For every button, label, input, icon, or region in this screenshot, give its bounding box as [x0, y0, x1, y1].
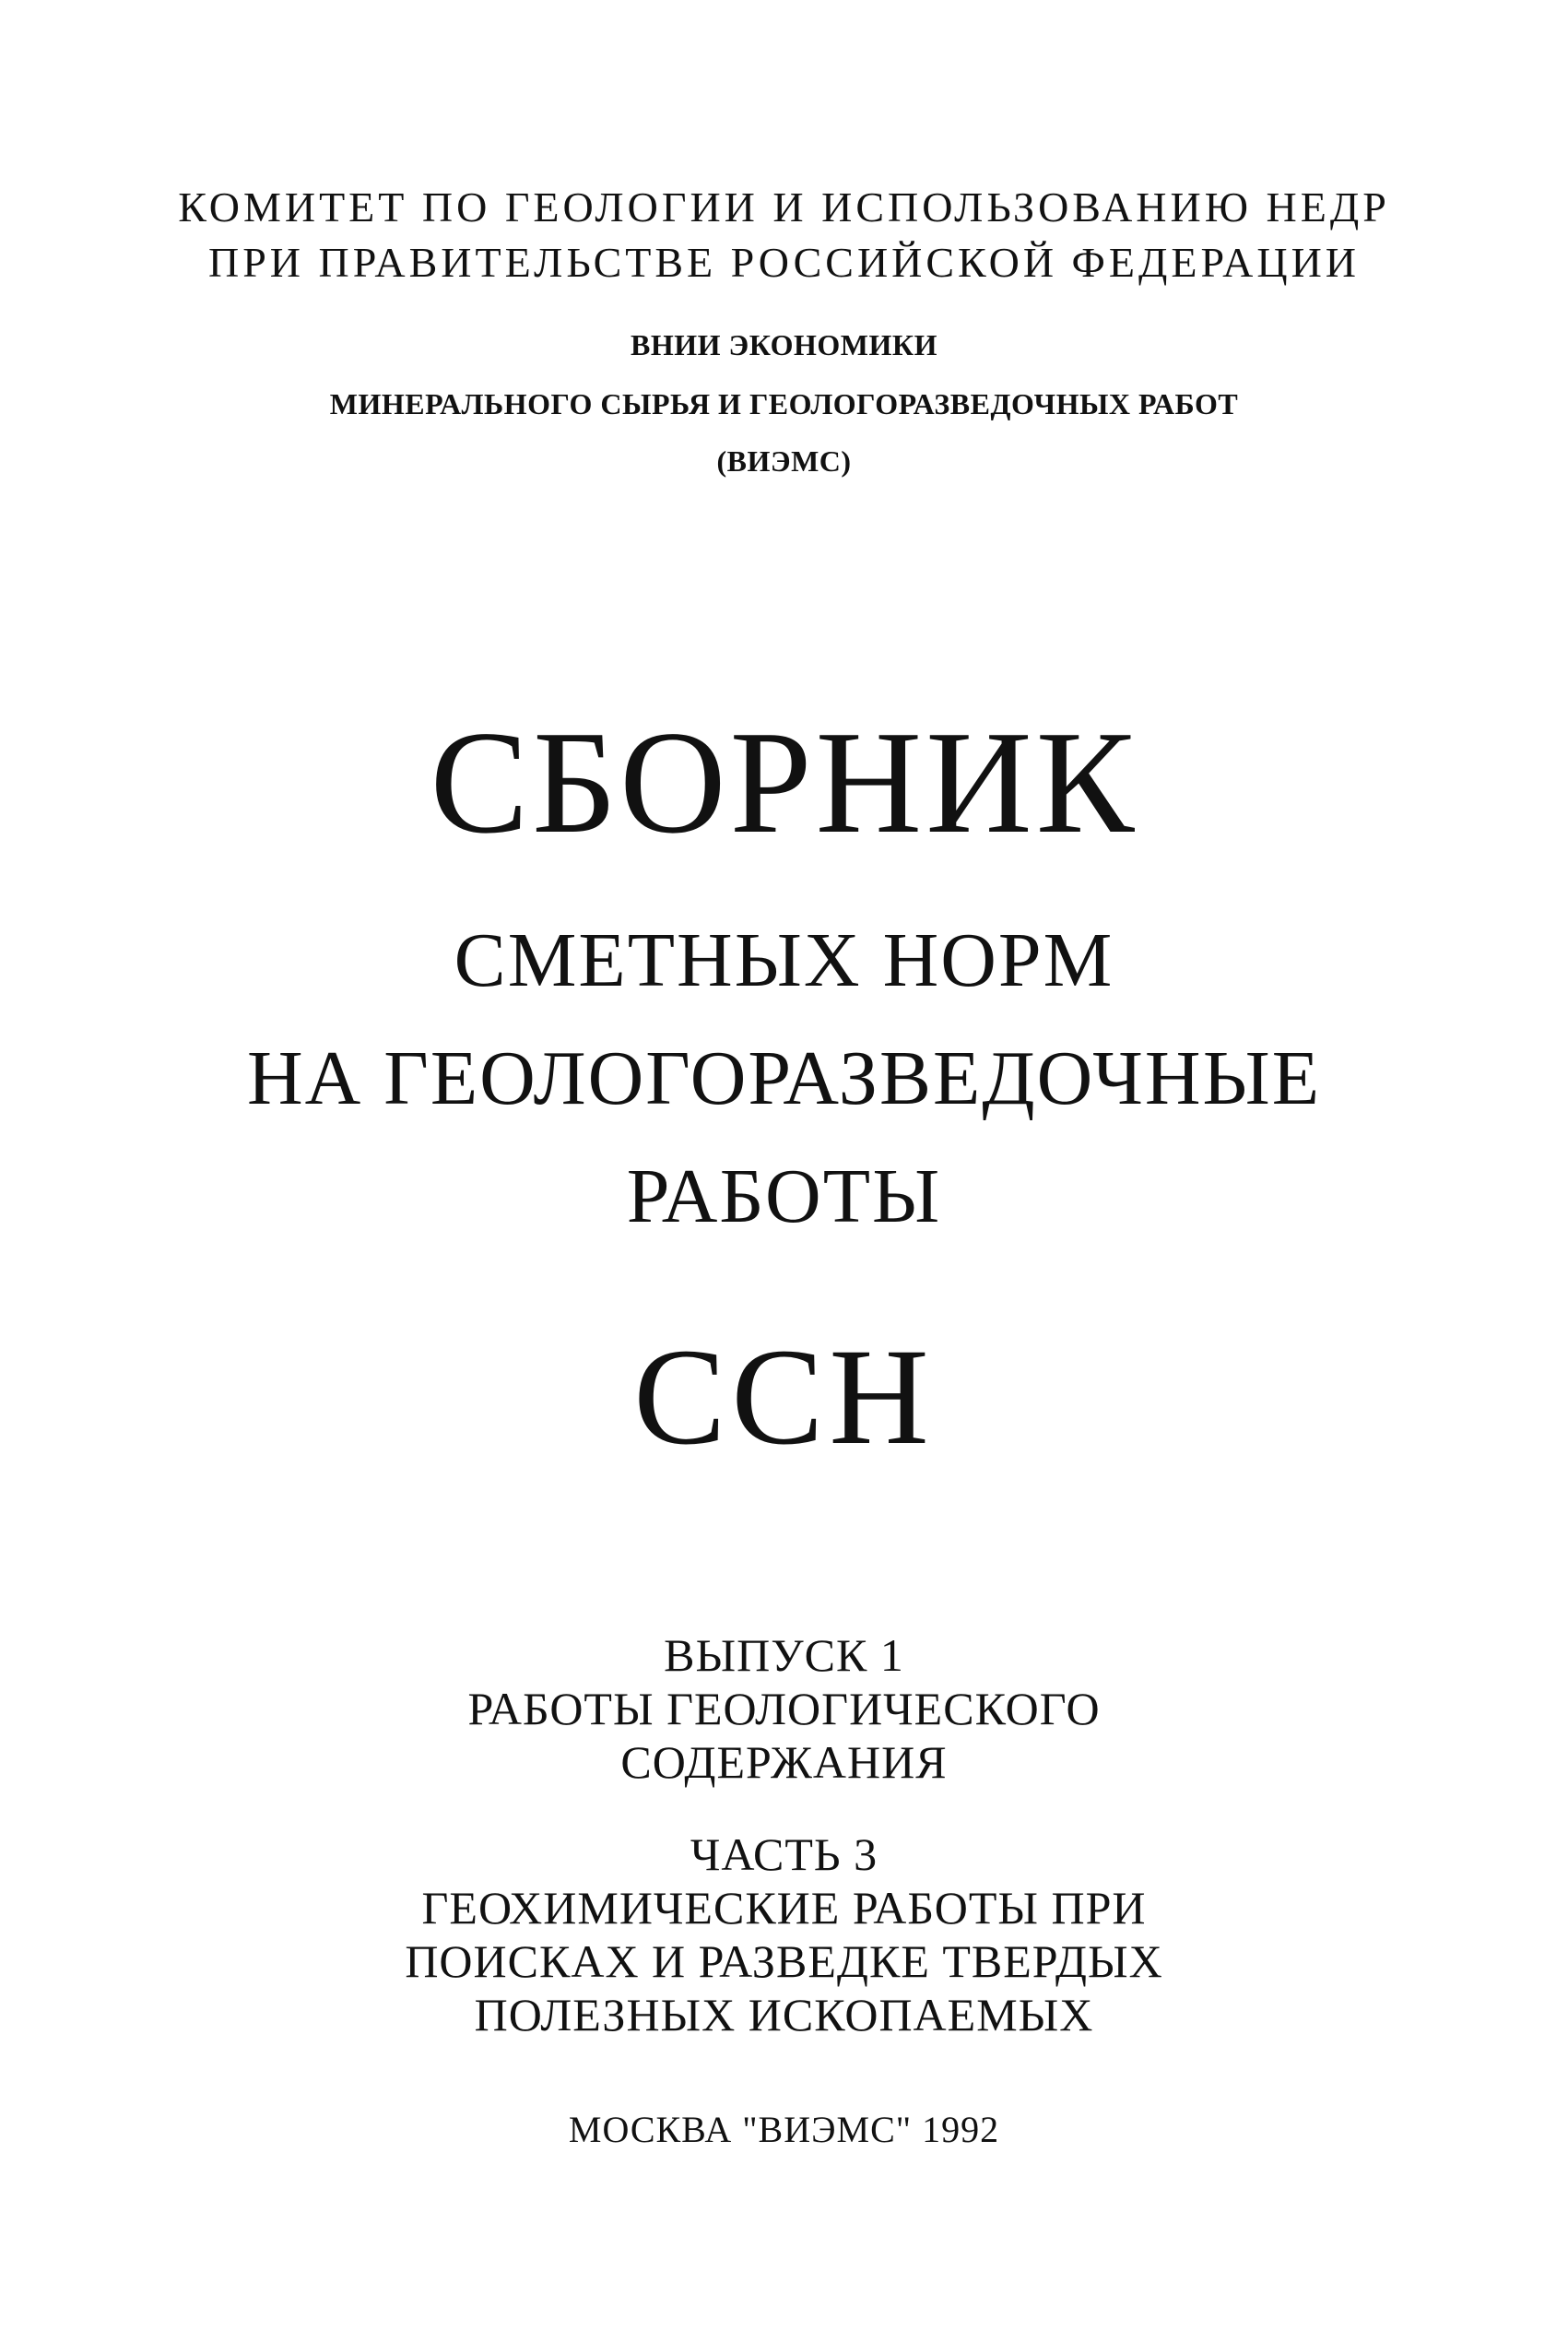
document-subtitle-line-1: СМЕТНЫХ НОРМ: [454, 917, 1114, 1003]
issue-name-line-1: РАБОТЫ ГЕОЛОГИЧЕСКОГО: [467, 1683, 1101, 1734]
document-title: СБОРНИК: [430, 700, 1138, 864]
institute-line-1: ВНИИ ЭКОНОМИКИ: [631, 328, 937, 361]
part-name-line-2: ПОИСКАХ И РАЗВЕДКЕ ТВЕРДЫХ: [405, 1935, 1163, 1987]
issue-name-line-2: СОДЕРЖАНИЯ: [620, 1736, 948, 1788]
document-subtitle-line-3: РАБОТЫ: [626, 1153, 942, 1239]
committee-line-1: КОМИТЕТ ПО ГЕОЛОГИИ И ИСПОЛЬЗОВАНИЮ НЕДР: [178, 183, 1390, 231]
institute-abbr: (ВИЭМС): [716, 444, 852, 478]
imprint: МОСКВА "ВИЭМС" 1992: [568, 2109, 1000, 2150]
part-name-line-1: ГЕОХИМИЧЕСКИЕ РАБОТЫ ПРИ: [421, 1882, 1147, 1934]
issue-label: ВЫПУСК 1: [664, 1629, 904, 1681]
committee-line-2: ПРИ ПРАВИТЕЛЬСТВЕ РОССИЙСКОЙ ФЕДЕРАЦИИ: [207, 239, 1361, 286]
document-code: ССН: [633, 1320, 935, 1473]
institute-line-2: МИНЕРАЛЬНОГО СЫРЬЯ И ГЕОЛОГОРАЗВЕДОЧНЫХ РАБОТ: [329, 387, 1239, 420]
part-label: ЧАСТЬ 3: [690, 1828, 878, 1880]
part-name-line-3: ПОЛЕЗНЫХ ИСКОПАЕМЫХ: [474, 1989, 1094, 2040]
document-subtitle-line-2: НА ГЕОЛОГОРАЗВЕДОЧНЫЕ: [246, 1035, 1322, 1121]
